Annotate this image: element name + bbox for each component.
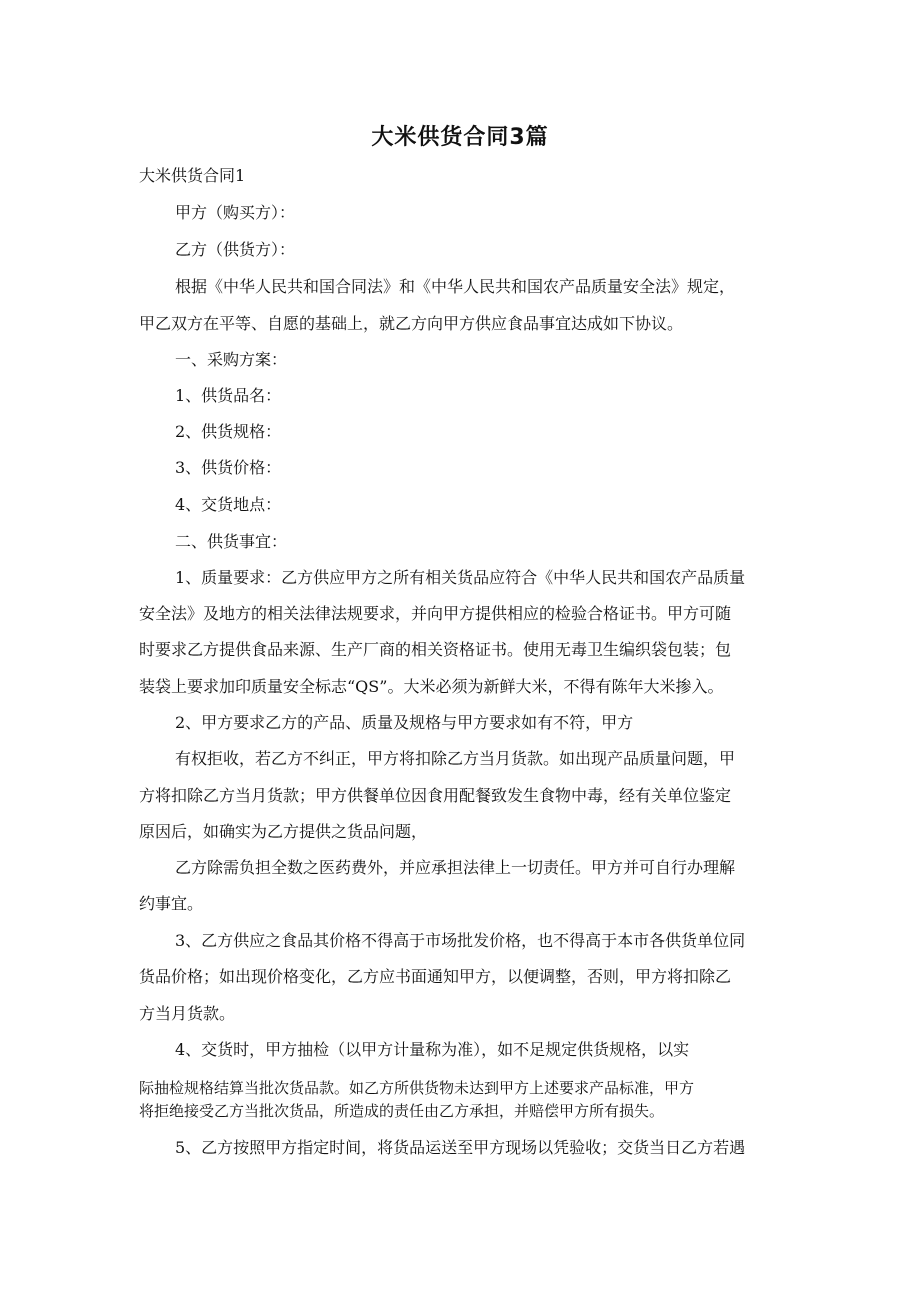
paragraph-line: 甲乙双方在平等、自愿的基础上，就乙方向甲方供应食品事宜达成如下协议。 (139, 314, 684, 333)
paragraph-line: 装袋上要求加印质量安全标志“QS”。大米必须为新鲜大米，不得有陈年大米掺入。 (139, 677, 724, 696)
paragraph-line: 有权拒收，若乙方不纠正，甲方将扣除乙方当月货款。如出现产品质量问题，甲 (175, 749, 736, 768)
section-heading: 二、供货事宜： (175, 532, 288, 551)
paragraph-line: 将拒绝接受乙方当批次货品，所造成的责任由乙方承担，并赔偿甲方所有损失。 (139, 1102, 665, 1120)
list-item: 1、供货品名： (175, 386, 282, 405)
list-item: 4、交货地点： (175, 495, 282, 514)
paragraph-line: 际抽检规格结算当批次货品款。如乙方所供货物未达到甲方上述要求产品标准，甲方 (139, 1079, 695, 1097)
party-a-line: 甲方（购买方）： (175, 203, 296, 222)
section-heading: 一、采购方案： (175, 350, 288, 369)
paragraph-line: 货品价格；如出现价格变化，乙方应书面通知甲方，以便调整，否则，甲方将扣除乙 (139, 967, 732, 986)
paragraph-line: 1、质量要求：乙方供应甲方之所有相关货品应符合《中华人民共和国农产品质量 (175, 568, 746, 587)
paragraph-line: 安全法》及地方的相关法律法规要求，并向甲方提供相应的检验合格证书。甲方可随 (139, 604, 732, 623)
paragraph-line: 约事宜。 (139, 894, 204, 913)
subtitle: 大米供货合同1 (139, 166, 246, 185)
paragraph-line: 3、乙方供应之食品其价格不得高于市场批发价格，也不得高于本市各供货单位同 (175, 931, 746, 950)
paragraph-line: 原因后，如确实为乙方提供之货品问题， (139, 822, 428, 841)
paragraph-line: 方当月货款。 (139, 1004, 236, 1023)
paragraph-line: 根据《中华人民共和国合同法》和《中华人民共和国农产品质量安全法》规定， (175, 277, 736, 296)
party-b-line: 乙方（供货方）： (175, 240, 296, 259)
paragraph-line: 2、甲方要求乙方的产品、质量及规格与甲方要求如有不符，甲方 (175, 713, 634, 732)
document-title: 大米供货合同3篇 (371, 125, 549, 150)
paragraph-line: 时要求乙方提供食品来源、生产厂商的相关资格证书。使用无毒卫生编织袋包装；包 (139, 640, 732, 659)
paragraph-line: 5、乙方按照甲方指定时间，将货品运送至甲方现场以凭验收；交货当日乙方若遇 (175, 1138, 746, 1157)
list-item: 2、供货规格： (175, 422, 282, 441)
paragraph-line: 乙方除需负担全数之医药费外，并应承担法律上一切责任。甲方并可自行办理解 (175, 858, 736, 877)
paragraph-line: 4、交货时，甲方抽检（以甲方计量称为准），如不足规定供货规格，以实 (175, 1040, 690, 1059)
paragraph-line: 方将扣除乙方当月货款；甲方供餐单位因食用配餐致发生食物中毒，经有关单位鉴定 (139, 786, 732, 805)
list-item: 3、供货价格： (175, 458, 282, 477)
